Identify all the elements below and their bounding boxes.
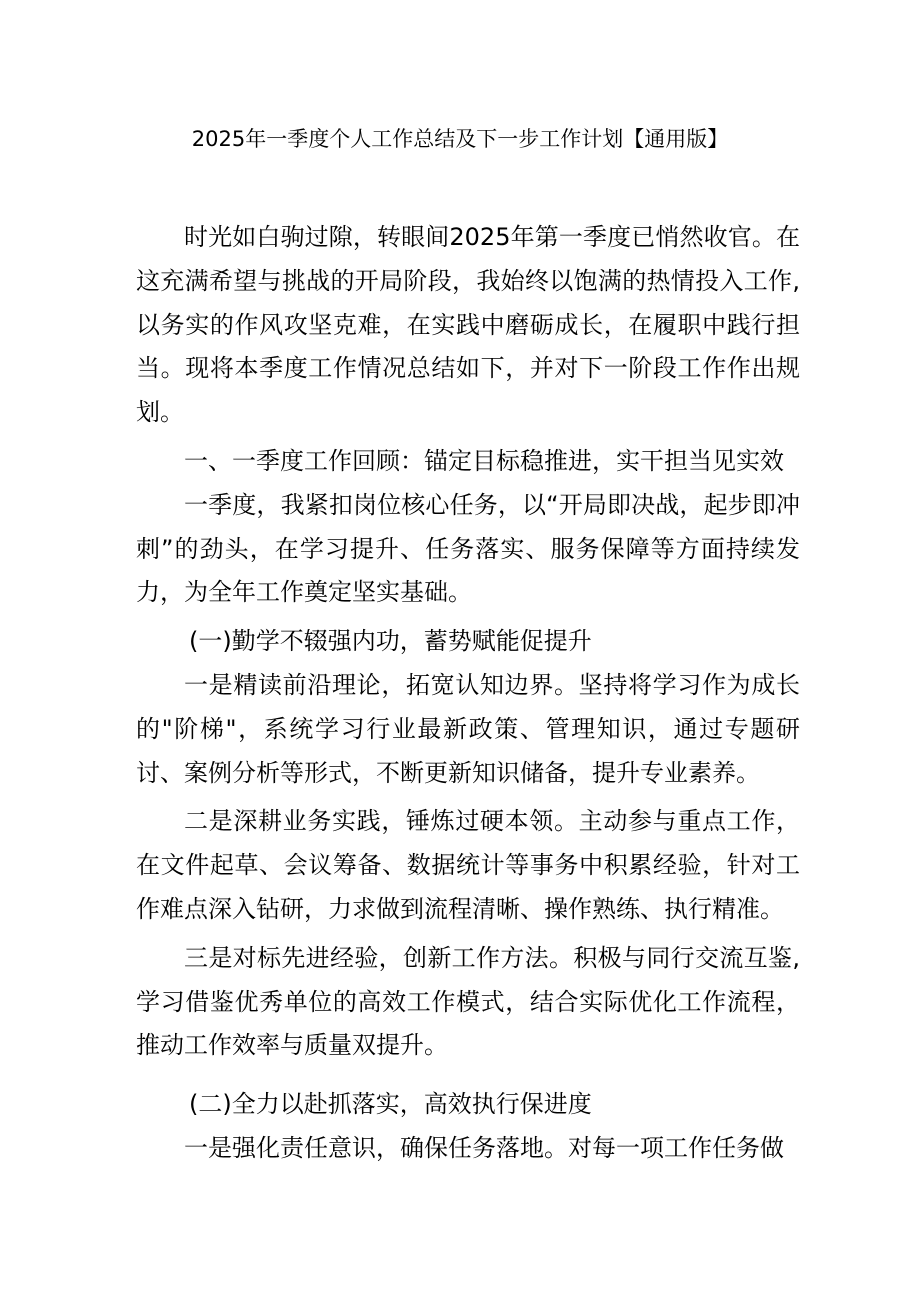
section-intro-paragraph: 一季度，我紧扣岗位核心任务，以“开局即决战，起步即冲刺”的劲头，在学习提升、任务落实、服务保障等方面持续发力，为全年工作奠定坚实基础。 bbox=[136, 490, 800, 607]
document-title: 2025年一季度个人工作总结及下一步工作计划【通用版】 bbox=[191, 127, 729, 151]
subsection-heading-execution: (二)全力以赴抓落实，高效执行保进度 bbox=[189, 1090, 592, 1119]
study-paragraph-2: 二是深耕业务实践，锤炼过硬本领。主动参与重点工作，在文件起草、会议筹备、数据统计等事务中积累经验，针对工作难点深入钻研，力求做到流程清晰、操作熟练、执行精准。 bbox=[136, 807, 800, 923]
document-body bbox=[136, 216, 800, 1171]
study-paragraph-3: 三是对标先进经验，创新工作方法。积极与同行交流互鉴,学习借鉴优秀单位的高效工作模式，结合实际优化工作流程，推动工作效率与质量双提升。 bbox=[136, 943, 800, 1060]
intro-paragraph: 时光如白驹过隙，转眼间2025年第一季度已悄然收官。在这充满希望与挑战的开局阶段，我始终以饱满的热情投入工作,以务实的作风攻坚克难，在实践中磨砺成长，在履职中践行担当。现将本季度工作情况总结如下，并对下一阶段工作作出规划。 bbox=[136, 223, 800, 427]
subsection-heading-study: (一)勤学不辍强内功，蓄势赋能促提升 bbox=[189, 627, 592, 656]
execution-paragraph-1: 一是强化责任意识，确保任务落地。对每一项工作任务做 bbox=[184, 1133, 784, 1162]
section-heading-review: 一、一季度工作回顾：锚定目标稳推进，实干担当见实效 bbox=[184, 446, 784, 475]
study-paragraph-1: 一是精读前沿理论，拓宽认知边界。坚持将学习作为成长的"阶梯"，系统学习行业最新政策、管理知识，通过专题研讨、案例分析等形式，不断更新知识储备，提升专业素养。 bbox=[136, 670, 800, 787]
